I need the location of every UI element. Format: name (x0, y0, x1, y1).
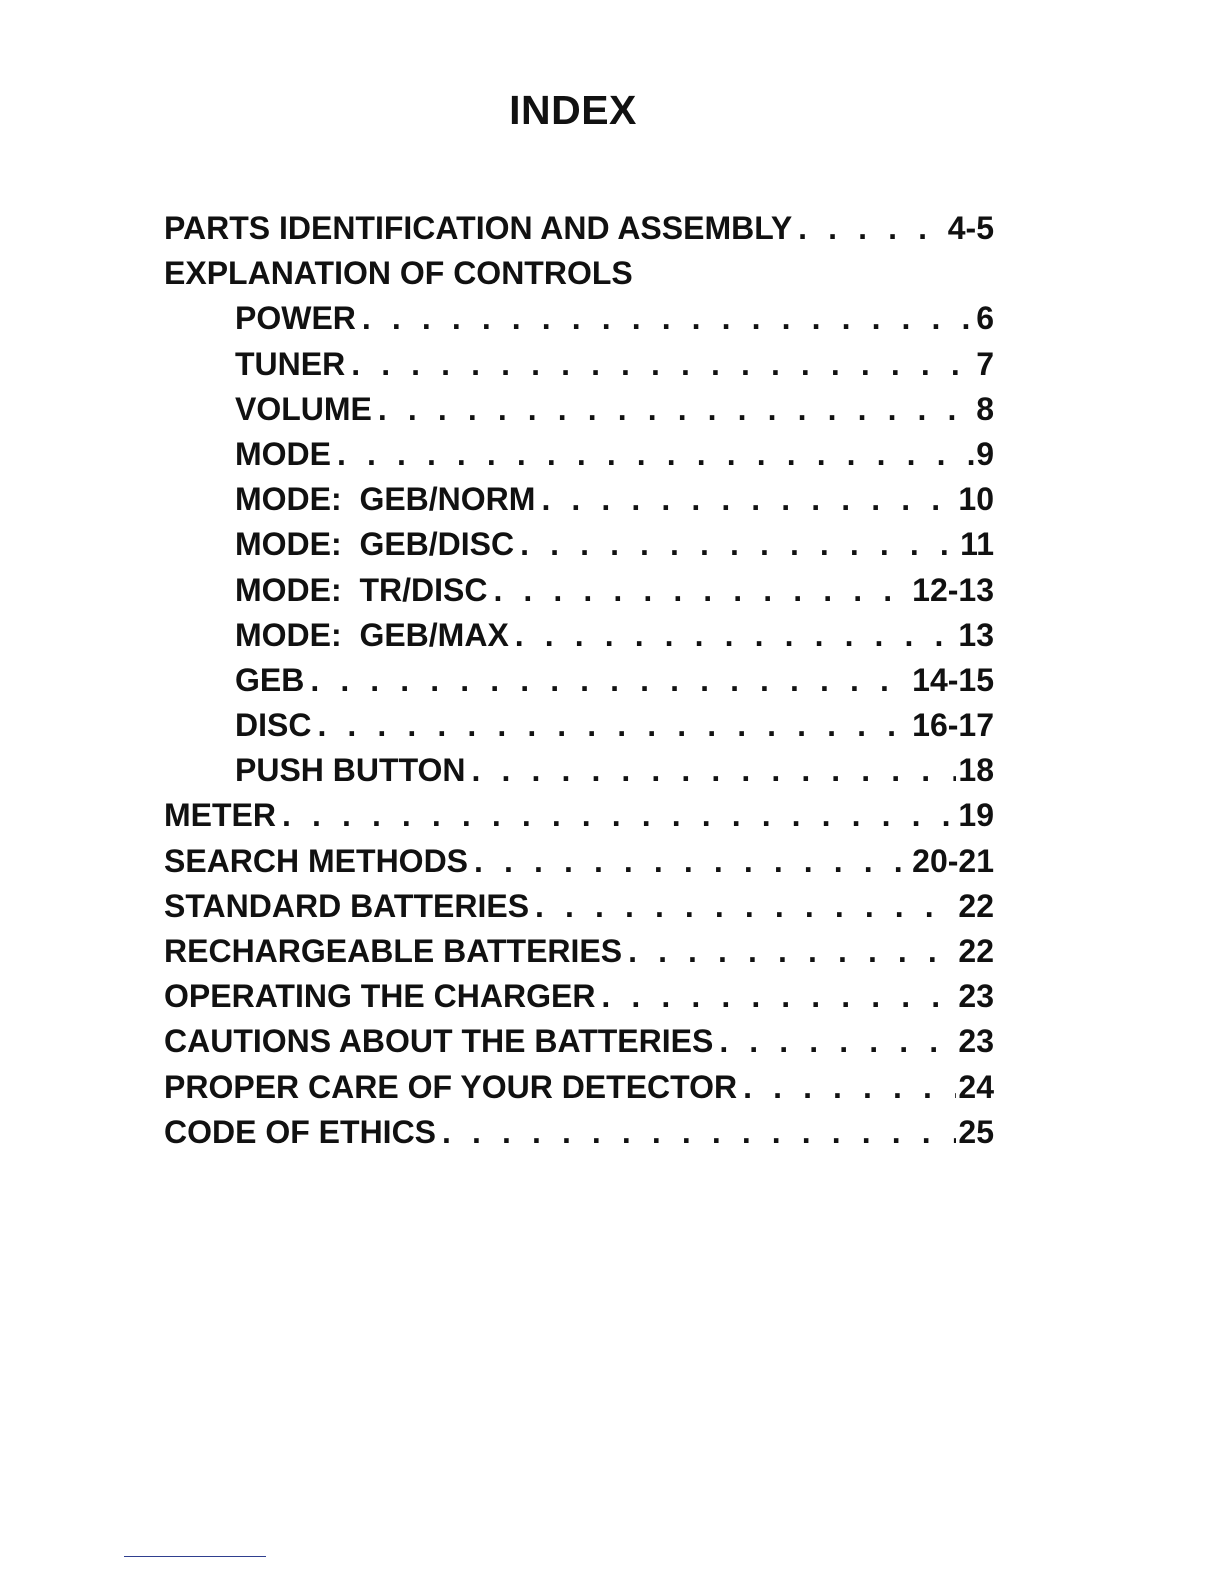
entry-title: PARTS IDENTIFICATION AND ASSEMBLY (164, 210, 793, 246)
index-list (164, 206, 994, 1155)
dot-leader (541, 477, 956, 522)
index-entry (164, 206, 994, 251)
entry-pages: 9 (976, 435, 994, 472)
dot-leader (442, 1110, 956, 1155)
dot-leader (310, 658, 910, 703)
index-entry (164, 1019, 994, 1064)
index-entry (164, 1110, 994, 1155)
entry-pages: 19 (958, 797, 994, 834)
dot-leader (601, 974, 956, 1019)
entry-pages: 23 (958, 1023, 994, 1060)
dot-leader (337, 432, 974, 477)
index-subentry (164, 613, 994, 658)
entry-pages: 4-5 (947, 210, 994, 246)
dot-leader (282, 793, 956, 838)
entry-title: CODE OF ETHICS (164, 1113, 437, 1150)
dot-leader (628, 929, 956, 974)
entry-title: MODE (235, 435, 331, 472)
entry-pages: 24 (958, 1068, 994, 1105)
index-subentry (164, 703, 994, 748)
entry-title: PUSH BUTTON (235, 752, 466, 789)
entry-title: PROPER CARE OF YOUR DETECTOR (164, 1068, 738, 1105)
entry-pages: 14-15 (912, 661, 994, 698)
index-entry (164, 974, 994, 1019)
entry-pages: 25 (958, 1113, 994, 1150)
entry-title: RECHARGEABLE BATTERIES (164, 933, 623, 969)
entry-pages: 8 (976, 390, 994, 427)
index-subentry (164, 296, 994, 341)
index-subentry (164, 477, 994, 522)
dot-leader (351, 342, 974, 387)
dot-leader (719, 1019, 956, 1064)
index-entry (164, 929, 994, 974)
page-title: INDEX (509, 87, 637, 134)
entry-title: SEARCH METHODS (164, 842, 469, 879)
entry-pages: 11 (960, 526, 994, 563)
entry-pages: 7 (976, 345, 994, 382)
dot-leader (362, 296, 974, 341)
index-subentry (164, 432, 994, 477)
entry-title: STANDARD BATTERIES (164, 887, 530, 924)
entry-pages: 18 (958, 752, 994, 789)
entry-title: POWER (235, 300, 356, 337)
entry-title: MODE: GEB/DISC (235, 526, 515, 563)
dot-leader (535, 884, 956, 929)
entry-pages: 22 (958, 887, 994, 924)
dot-leader (493, 568, 910, 613)
index-section-heading (164, 251, 994, 296)
index-subentry (164, 387, 994, 432)
entry-pages: 16-17 (912, 707, 994, 744)
index-entry (164, 839, 994, 884)
dot-leader (515, 613, 957, 658)
entry-pages: 23 (958, 978, 994, 1015)
entry-pages: 12-13 (912, 571, 994, 608)
entry-pages: 13 (958, 616, 994, 653)
footer-rule (124, 1556, 266, 1557)
entry-title: VOLUME (235, 390, 372, 427)
entry-pages: 20-21 (912, 842, 994, 879)
entry-title: EXPLANATION OF CONTROLS (164, 255, 633, 292)
entry-title: MODE: GEB/MAX (235, 616, 509, 653)
entry-title: GEB (235, 661, 305, 698)
dot-leader (798, 206, 946, 251)
dot-leader (317, 703, 910, 748)
entry-pages: 10 (958, 481, 994, 518)
entry-title: OPERATING THE CHARGER (164, 978, 596, 1015)
dot-leader (520, 522, 958, 567)
index-subentry (164, 522, 994, 567)
index-subentry (164, 568, 994, 613)
index-entry (164, 793, 994, 838)
index-entry (164, 884, 994, 929)
entry-title: DISC (235, 707, 312, 744)
index-subentry (164, 342, 994, 387)
entry-title: METER (164, 797, 276, 834)
entry-title: MODE: GEB/NORM (235, 481, 536, 518)
entry-pages: 6 (976, 300, 994, 337)
entry-title: CAUTIONS ABOUT THE BATTERIES (164, 1023, 714, 1060)
dot-leader (378, 387, 974, 432)
dot-leader (472, 748, 957, 793)
entry-pages: 22 (958, 933, 994, 969)
entry-title: TUNER (235, 345, 346, 382)
dot-leader (474, 839, 910, 884)
dot-leader (743, 1065, 956, 1110)
index-subentry (164, 658, 994, 703)
index-entry (164, 1065, 994, 1110)
entry-title: MODE: TR/DISC (235, 571, 488, 608)
index-subentry (164, 748, 994, 793)
